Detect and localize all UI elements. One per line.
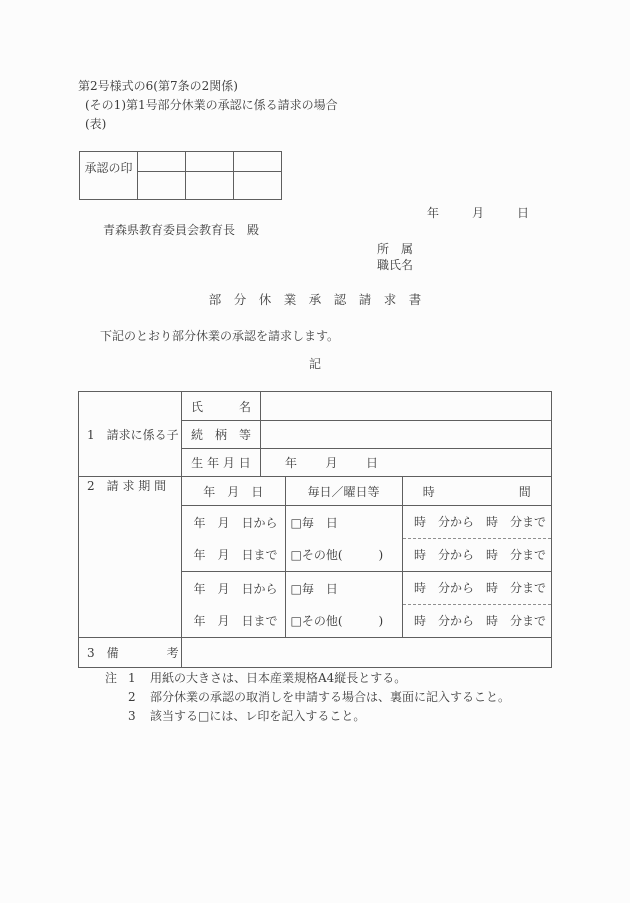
side-label: (表) [85, 117, 107, 131]
approval-stamp-cell [138, 172, 186, 200]
note-number: 2 [128, 690, 136, 704]
affiliation-label: 所 属 [377, 242, 414, 256]
time-range-1: 時 分から 時 分まで [403, 506, 552, 539]
period-to: 年 月 日まで [193, 547, 278, 562]
form-subtitle: (その1)第1号部分休業の承認に係る請求の場合 [85, 98, 338, 112]
approval-stamp-cell [234, 152, 282, 172]
relationship-value [261, 421, 552, 449]
approval-stamp-cell [186, 172, 234, 200]
note-mark-spacer [105, 707, 128, 726]
request-statement: 下記のとおり部分休業の承認を請求します。 [100, 329, 340, 343]
checkbox-other: □その他( ) [290, 547, 384, 562]
section2-label: 2 請 求 期 間 [79, 477, 182, 638]
document-title: 部 分 休 業 承 認 請 求 書 [208, 292, 422, 307]
daily-option-cell [285, 572, 402, 638]
note-number: 1 [128, 671, 136, 685]
notes [105, 669, 510, 726]
child-name-value [261, 392, 552, 421]
period-date-cell [182, 506, 285, 572]
note-mark: 注 [105, 671, 118, 685]
note-text: 部分休業の承認の取消しを申請する場合は、裏面に記入すること。 [150, 690, 511, 704]
note-number: 3 [128, 709, 136, 723]
relationship-label: 続 柄 等 [182, 421, 261, 449]
request-form-table [78, 391, 552, 668]
birthdate-label: 生 年 月 日 [182, 449, 261, 477]
col-header-time: 時 間 [402, 477, 551, 506]
col-header-daily: 毎日／曜日等 [285, 477, 402, 506]
child-name-label: 氏 名 [182, 392, 261, 421]
approval-stamp-cell [138, 152, 186, 172]
period-date-cell [182, 572, 285, 638]
period-from: 年 月 日から [193, 581, 278, 596]
form-header [78, 77, 338, 134]
note-text: 用紙の大きさは、日本産業規格A4縦長とする。 [150, 671, 407, 685]
checkbox-every-day: □毎 日 [290, 515, 338, 530]
period-from: 年 月 日から [193, 515, 278, 530]
time-range-cell [402, 506, 551, 572]
section3-label: 3 備 考 [79, 638, 182, 668]
daily-option-cell [285, 506, 402, 572]
birthdate-value: 年 月 日 [261, 449, 552, 477]
checkbox-other: □その他( ) [290, 613, 384, 628]
time-range-2: 時 分から 時 分まで [413, 547, 546, 562]
approval-stamp-table [79, 151, 282, 200]
note-mark-spacer [105, 688, 128, 707]
time-range-cell [402, 572, 551, 638]
period-to: 年 月 日まで [193, 613, 278, 628]
remarks-value [182, 638, 552, 668]
approval-stamp-cell [186, 152, 234, 172]
time-range-1: 時 分から 時 分まで [403, 572, 552, 605]
request-date-line: 年 月 日 [427, 206, 533, 220]
approval-stamp-cell [234, 172, 282, 200]
form-number: 第2号様式の6(第7条の2関係) [78, 79, 238, 93]
col-header-date: 年 月 日 [182, 477, 285, 506]
checkbox-every-day: □毎 日 [290, 581, 338, 596]
child-info-subtable [182, 392, 551, 476]
time-range-2: 時 分から 時 分まで [413, 613, 546, 628]
addressee: 青森県教育委員会教育長 殿 [103, 223, 260, 237]
ki-marker: 記 [308, 357, 321, 371]
request-period-subtable [182, 477, 551, 637]
name-label: 職氏名 [377, 258, 414, 272]
section1-label: 1 請求に係る子 [79, 392, 182, 477]
approval-stamp-label: 承認の印 [80, 152, 138, 200]
applicant-block [377, 241, 413, 273]
note-text: 該当する□には、レ印を記入すること。 [150, 709, 366, 723]
